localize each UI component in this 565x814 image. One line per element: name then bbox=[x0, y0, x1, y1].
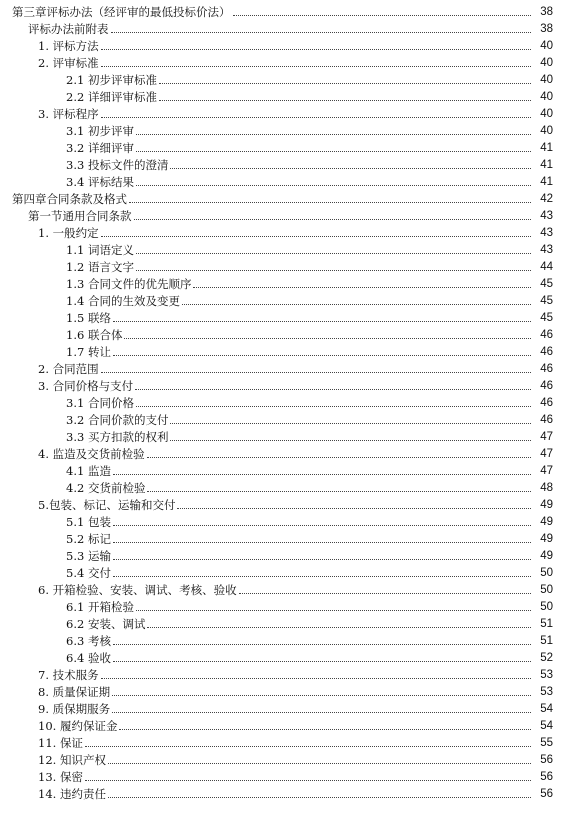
toc-entry bbox=[12, 191, 553, 207]
toc-entry bbox=[66, 293, 553, 309]
dot-leader bbox=[112, 712, 531, 713]
toc-entry-title: 6.1 开箱检验 bbox=[66, 600, 134, 614]
toc-entry-page-number: 46 bbox=[540, 346, 553, 358]
toc-entry-page-number: 40 bbox=[540, 74, 553, 86]
toc-entry bbox=[66, 344, 553, 360]
toc-entry-title: 14. 违约责任 bbox=[38, 787, 106, 801]
toc-entry-title: 6.4 验收 bbox=[66, 651, 111, 665]
dot-leader bbox=[108, 797, 531, 798]
toc-entry-page-number: 46 bbox=[540, 414, 553, 426]
toc-entry-page-number: 48 bbox=[540, 482, 553, 494]
dot-leader bbox=[113, 525, 531, 526]
dot-leader bbox=[113, 576, 531, 577]
toc-entry bbox=[66, 140, 553, 156]
toc-entry-page-number: 45 bbox=[540, 278, 553, 290]
toc-entry bbox=[38, 752, 553, 768]
dot-leader bbox=[239, 593, 531, 594]
dot-leader bbox=[101, 49, 531, 50]
toc-entry-title: 5.4 交付 bbox=[66, 566, 111, 580]
toc-entry-page-number: 56 bbox=[540, 754, 553, 766]
toc-entry bbox=[66, 310, 553, 326]
toc-entry-page-number: 49 bbox=[540, 550, 553, 562]
toc-entry bbox=[66, 480, 553, 496]
toc-entry-page-number: 54 bbox=[540, 720, 553, 732]
toc-entry-page-number: 40 bbox=[540, 125, 553, 137]
toc-entry bbox=[66, 514, 553, 530]
toc-entry bbox=[38, 701, 553, 717]
dot-leader bbox=[108, 763, 531, 764]
toc-entry-page-number: 40 bbox=[540, 108, 553, 120]
toc-entry-title: 1.2 语言文字 bbox=[66, 260, 134, 274]
dot-leader bbox=[124, 338, 531, 339]
toc-entry bbox=[66, 463, 553, 479]
toc-entry-title: 2. 评审标准 bbox=[38, 56, 99, 70]
toc-entry bbox=[38, 378, 553, 394]
dot-leader bbox=[119, 729, 531, 730]
toc-entry-title: 3.1 合同价格 bbox=[66, 396, 134, 410]
toc-entry-title: 2.1 初步评审标准 bbox=[66, 73, 157, 87]
toc-entry-title: 1.5 联络 bbox=[66, 311, 111, 325]
toc-entry bbox=[38, 718, 553, 734]
dot-leader bbox=[101, 372, 531, 373]
toc-entry-title: 1.1 词语定义 bbox=[66, 243, 134, 257]
dot-leader bbox=[129, 202, 531, 203]
toc-entry-title: 13. 保密 bbox=[38, 770, 83, 784]
toc-entry-page-number: 51 bbox=[540, 635, 553, 647]
dot-leader bbox=[182, 304, 531, 305]
toc-entry-title: 1. 评标方法 bbox=[38, 39, 99, 53]
dot-leader bbox=[233, 15, 532, 16]
dot-leader bbox=[113, 559, 531, 560]
dot-leader bbox=[113, 542, 531, 543]
toc-entry-page-number: 50 bbox=[540, 567, 553, 579]
toc-entry-title: 5.1 包装 bbox=[66, 515, 111, 529]
dot-leader bbox=[136, 151, 531, 152]
toc-entry-title: 4.2 交货前检验 bbox=[66, 481, 146, 495]
toc-entry bbox=[66, 123, 553, 139]
dot-leader bbox=[113, 661, 531, 662]
toc-entry-title: 3.2 合同价款的支付 bbox=[66, 413, 169, 427]
dot-leader bbox=[113, 474, 531, 475]
toc-entry bbox=[38, 735, 553, 751]
toc-entry bbox=[38, 361, 553, 377]
toc-entry-title: 1.7 转让 bbox=[66, 345, 111, 359]
toc-entry-page-number: 54 bbox=[540, 703, 553, 715]
toc-entry-page-number: 49 bbox=[540, 499, 553, 511]
dot-leader bbox=[147, 491, 531, 492]
toc-entry-title: 2. 合同范围 bbox=[38, 362, 99, 376]
toc-entry-page-number: 51 bbox=[540, 618, 553, 630]
toc-entry-title: 3.1 初步评审 bbox=[66, 124, 134, 138]
toc-entry-page-number: 38 bbox=[540, 23, 553, 35]
toc-entry bbox=[66, 531, 553, 547]
toc-entry-title: 6. 开箱检验、安装、调试、考核、验收 bbox=[38, 583, 237, 597]
dot-leader bbox=[135, 389, 531, 390]
toc-entry bbox=[38, 786, 553, 802]
toc-entry bbox=[28, 208, 553, 224]
toc-entry-page-number: 41 bbox=[540, 159, 553, 171]
toc-entry-page-number: 43 bbox=[540, 210, 553, 222]
toc-entry bbox=[66, 157, 553, 173]
toc-entry-title: 3.2 详细评审 bbox=[66, 141, 134, 155]
toc-entry-title: 第三章评标办法（经评审的最低投标价法） bbox=[12, 5, 231, 19]
toc-entry-title: 3.4 评标结果 bbox=[66, 175, 134, 189]
toc-entry-page-number: 40 bbox=[540, 91, 553, 103]
dot-leader bbox=[170, 168, 531, 169]
toc-entry bbox=[66, 395, 553, 411]
toc-entry bbox=[66, 650, 553, 666]
dot-leader bbox=[113, 355, 531, 356]
toc-entry-title: 2.2 详细评审标准 bbox=[66, 90, 157, 104]
toc-entry bbox=[66, 599, 553, 615]
toc-entry bbox=[12, 4, 553, 20]
toc-entry-page-number: 50 bbox=[540, 584, 553, 596]
dot-leader bbox=[147, 627, 531, 628]
toc-entry bbox=[66, 616, 553, 632]
toc-entry bbox=[38, 38, 553, 54]
toc-entry bbox=[38, 225, 553, 241]
toc-entry bbox=[38, 497, 553, 513]
dot-leader bbox=[159, 100, 531, 101]
dot-leader bbox=[101, 678, 531, 679]
toc-entry bbox=[38, 582, 553, 598]
toc-entry-title: 10. 履约保证金 bbox=[38, 719, 118, 733]
toc-entry bbox=[38, 769, 553, 785]
toc-entry-page-number: 41 bbox=[540, 142, 553, 154]
toc-entry bbox=[38, 55, 553, 71]
dot-leader bbox=[101, 236, 531, 237]
toc-entry-page-number: 47 bbox=[540, 431, 553, 443]
toc-entry-title: 5.3 运输 bbox=[66, 549, 111, 563]
toc-entry bbox=[66, 242, 553, 258]
toc-entry-page-number: 38 bbox=[540, 6, 553, 18]
toc-entry-title: 7. 技术服务 bbox=[38, 668, 99, 682]
toc-entry-title: 6.3 考核 bbox=[66, 634, 111, 648]
toc-entry bbox=[38, 667, 553, 683]
toc-entry-page-number: 49 bbox=[540, 533, 553, 545]
toc-entry-page-number: 46 bbox=[540, 363, 553, 375]
dot-leader bbox=[177, 508, 531, 509]
toc-entry-title: 3. 合同价格与支付 bbox=[38, 379, 134, 393]
dot-leader bbox=[136, 406, 531, 407]
toc-entry bbox=[66, 633, 553, 649]
toc-entry-title: 9. 质保期服务 bbox=[38, 702, 111, 716]
toc-entry bbox=[66, 174, 553, 190]
dot-leader bbox=[85, 746, 531, 747]
toc-entry-page-number: 42 bbox=[540, 193, 553, 205]
toc-entry bbox=[66, 412, 553, 428]
toc-entry-page-number: 46 bbox=[540, 329, 553, 341]
toc-entry-title: 12. 知识产权 bbox=[38, 753, 106, 767]
toc-entry bbox=[66, 429, 553, 445]
dot-leader bbox=[136, 270, 531, 271]
toc-entry-page-number: 49 bbox=[540, 516, 553, 528]
toc-entry-page-number: 45 bbox=[540, 312, 553, 324]
dot-leader bbox=[147, 457, 531, 458]
toc-entry bbox=[38, 446, 553, 462]
toc-entry-title: 评标办法前附表 bbox=[28, 22, 109, 36]
dot-leader bbox=[113, 321, 531, 322]
toc-entry bbox=[66, 276, 553, 292]
dot-leader bbox=[85, 780, 531, 781]
toc-entry-title: 1.3 合同文件的优先顺序 bbox=[66, 277, 192, 291]
toc-entry bbox=[38, 106, 553, 122]
toc-entry-page-number: 45 bbox=[540, 295, 553, 307]
toc-entry-title: 1.6 联合体 bbox=[66, 328, 123, 342]
toc-entry-title: 4.1 监造 bbox=[66, 464, 111, 478]
toc-entry-page-number: 40 bbox=[540, 40, 553, 52]
toc-entry-page-number: 47 bbox=[540, 448, 553, 460]
toc-entry-page-number: 56 bbox=[540, 771, 553, 783]
toc-entry-title: 第四章合同条款及格式 bbox=[12, 192, 127, 206]
toc-entry bbox=[66, 72, 553, 88]
toc-entry-page-number: 56 bbox=[540, 788, 553, 800]
dot-leader bbox=[113, 644, 531, 645]
dot-leader bbox=[111, 32, 532, 33]
dot-leader bbox=[112, 695, 531, 696]
toc-entry-page-number: 40 bbox=[540, 57, 553, 69]
toc-entry bbox=[66, 259, 553, 275]
toc-entry-page-number: 44 bbox=[540, 261, 553, 273]
toc-entry-page-number: 43 bbox=[540, 227, 553, 239]
toc-entry bbox=[28, 21, 553, 37]
dot-leader bbox=[134, 219, 532, 220]
toc-entry-title: 3.3 投标文件的澄清 bbox=[66, 158, 169, 172]
toc-entry-title: 11. 保证 bbox=[38, 736, 83, 750]
toc-entry bbox=[66, 548, 553, 564]
toc-entry-page-number: 55 bbox=[540, 737, 553, 749]
toc-entry-title: 第一节通用合同条款 bbox=[28, 209, 132, 223]
toc-entry-page-number: 50 bbox=[540, 601, 553, 613]
toc-entry-title: 5.包装、标记、运输和交付 bbox=[38, 498, 176, 512]
toc-entry-page-number: 46 bbox=[540, 380, 553, 392]
dot-leader bbox=[136, 134, 531, 135]
dot-leader bbox=[101, 66, 531, 67]
dot-leader bbox=[136, 610, 531, 611]
toc-entry bbox=[66, 565, 553, 581]
dot-leader bbox=[170, 423, 531, 424]
toc-entry bbox=[66, 89, 553, 105]
toc-entry-page-number: 53 bbox=[540, 686, 553, 698]
toc-entry-page-number: 46 bbox=[540, 397, 553, 409]
dot-leader bbox=[193, 287, 531, 288]
toc-entry-page-number: 47 bbox=[540, 465, 553, 477]
toc-entry bbox=[66, 327, 553, 343]
toc-entry bbox=[38, 684, 553, 700]
toc-entry-page-number: 41 bbox=[540, 176, 553, 188]
dot-leader bbox=[136, 253, 531, 254]
toc-entry-page-number: 52 bbox=[540, 652, 553, 664]
toc-entry-page-number: 53 bbox=[540, 669, 553, 681]
toc-entry-title: 1.4 合同的生效及变更 bbox=[66, 294, 180, 308]
dot-leader bbox=[170, 440, 531, 441]
toc-entry-title: 6.2 安装、调试 bbox=[66, 617, 146, 631]
toc-entry-title: 8. 质量保证期 bbox=[38, 685, 111, 699]
dot-leader bbox=[159, 83, 531, 84]
toc-entry-title: 3. 评标程序 bbox=[38, 107, 99, 121]
toc-entry-page-number: 43 bbox=[540, 244, 553, 256]
toc-entry-title: 4. 监造及交货前检验 bbox=[38, 447, 145, 461]
dot-leader bbox=[136, 185, 531, 186]
toc-entry-title: 5.2 标记 bbox=[66, 532, 111, 546]
toc-entry-title: 3.3 买方扣款的权利 bbox=[66, 430, 169, 444]
toc-entry-title: 1. 一般约定 bbox=[38, 226, 99, 240]
dot-leader bbox=[101, 117, 531, 118]
